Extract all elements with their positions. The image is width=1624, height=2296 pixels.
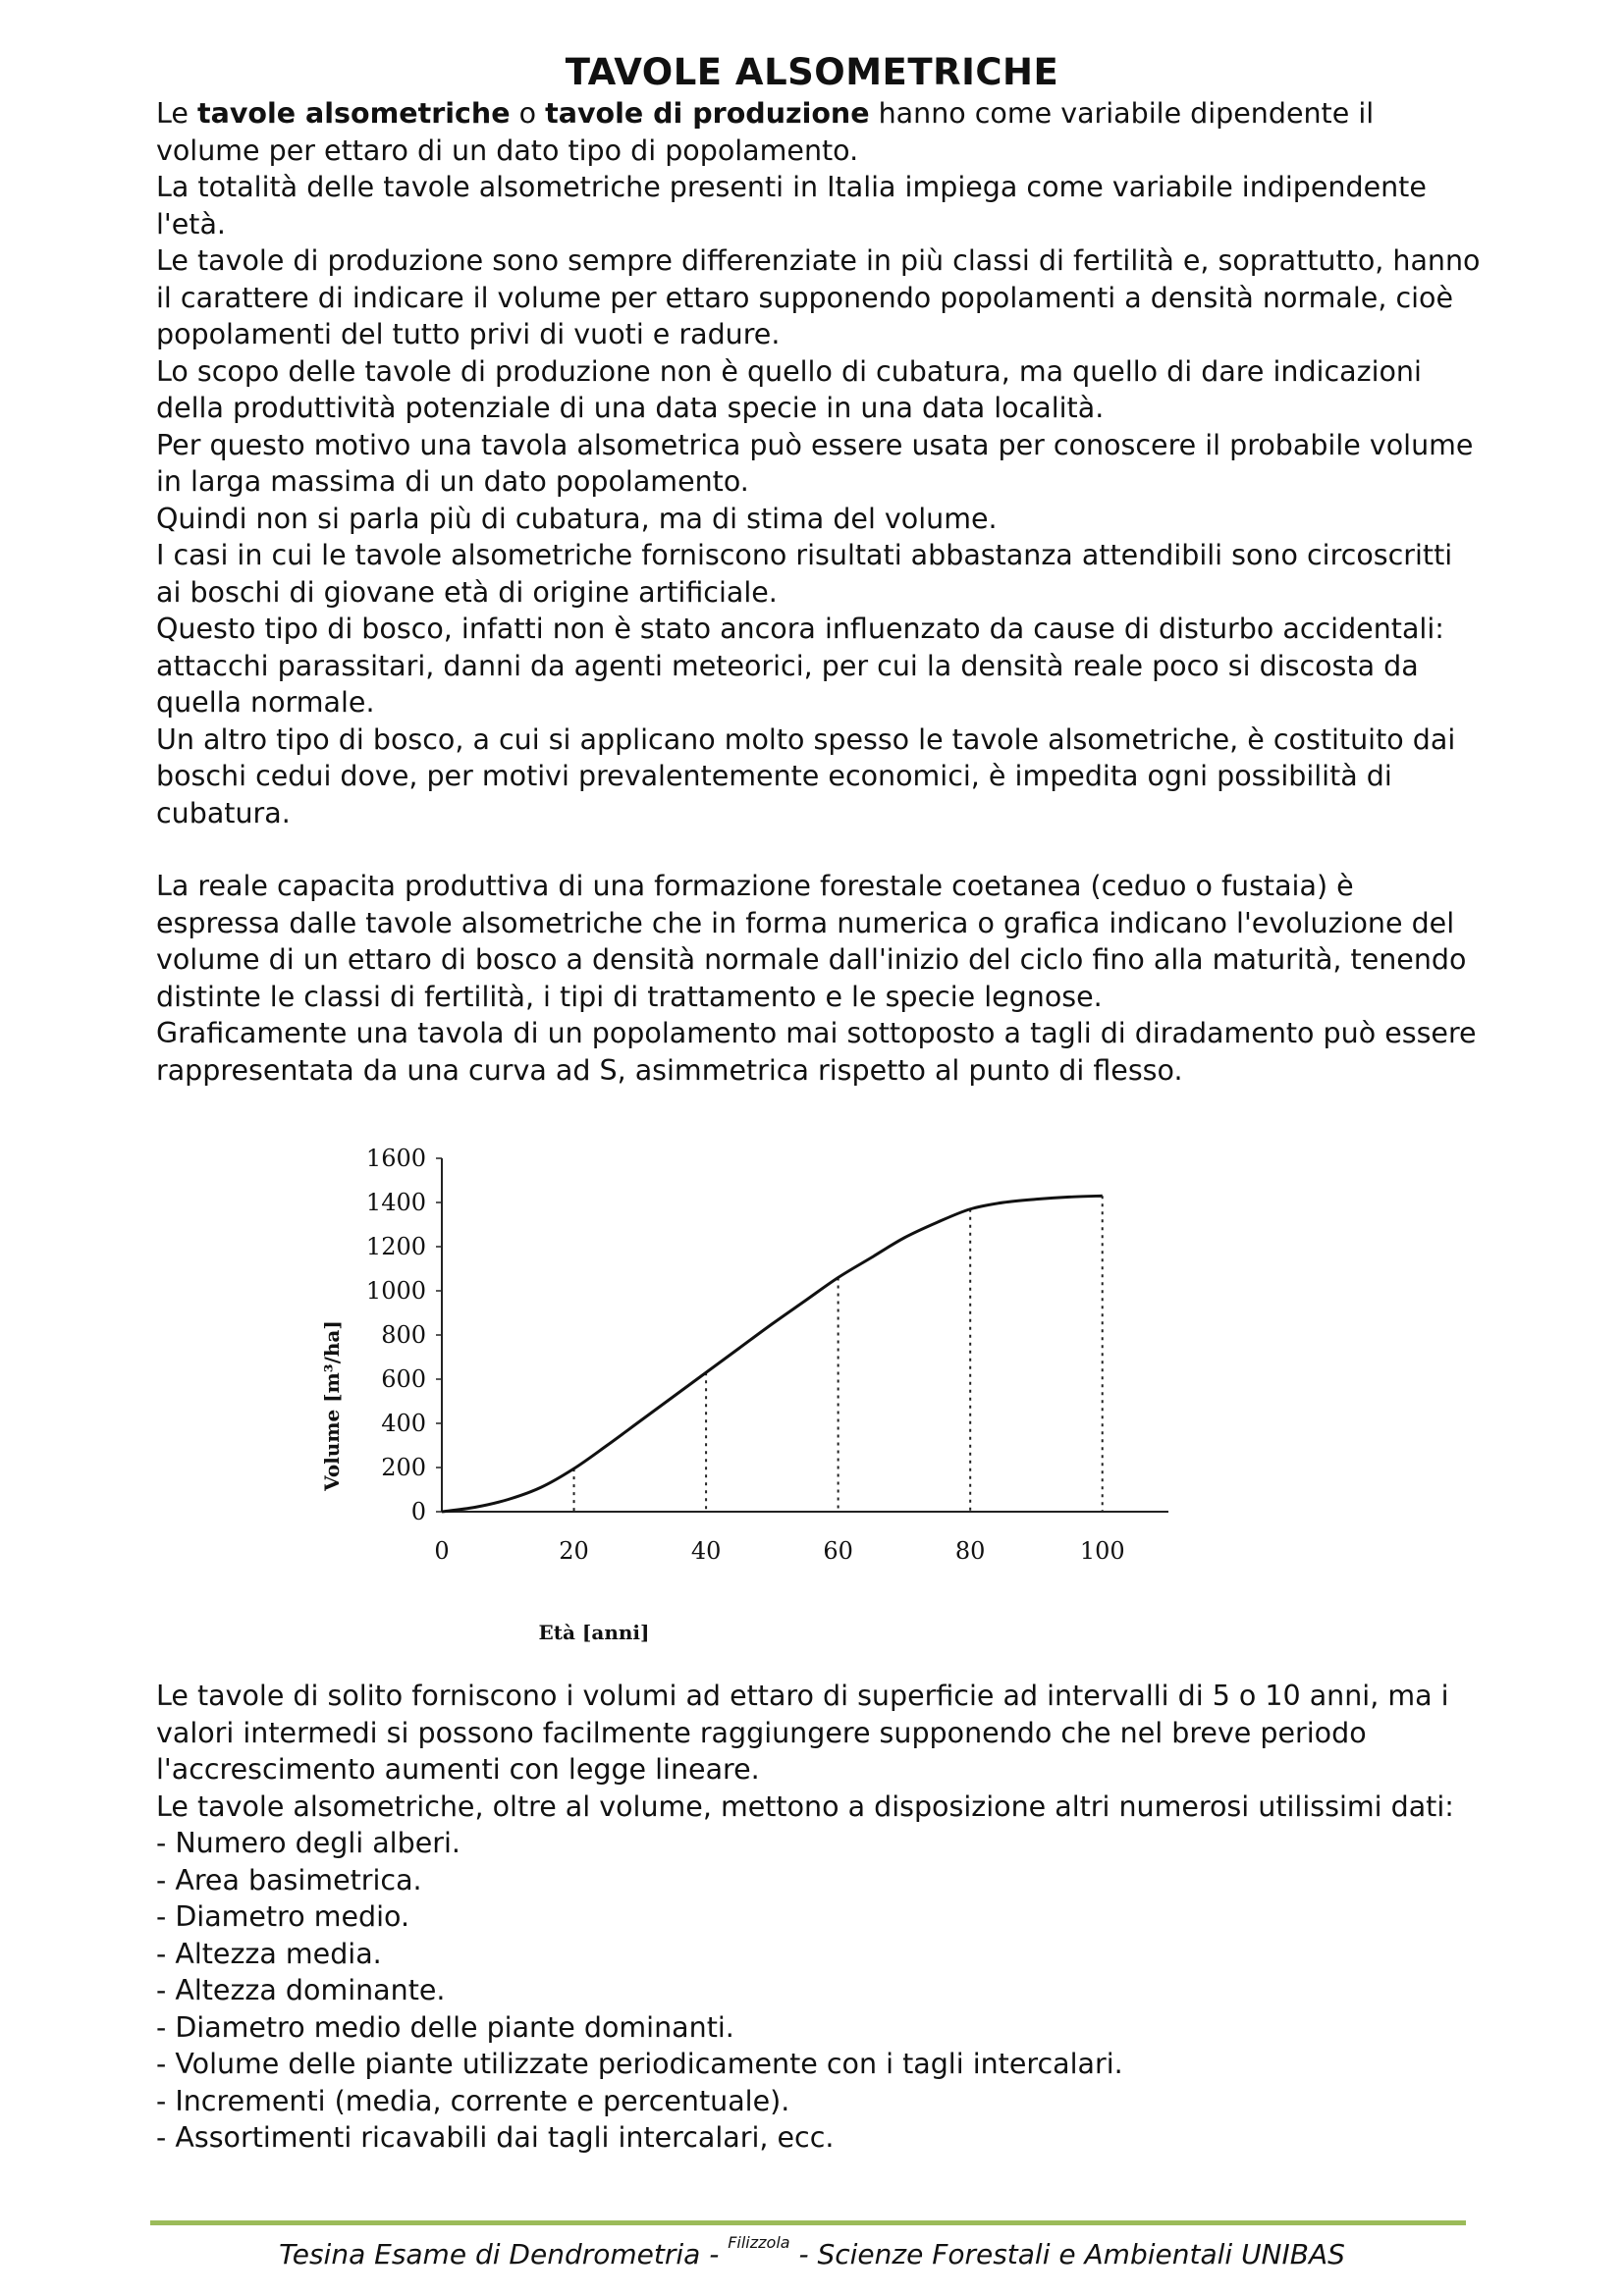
paragraph: La totalità delle tavole alsometriche presenti in Italia impiega come variabile indipendente l'età.: [156, 171, 1427, 240]
x-tick-label: 20: [559, 1537, 589, 1565]
y-tick-label: 1200: [365, 1233, 426, 1260]
y-tick-label: 1600: [365, 1145, 426, 1172]
footer-faculty: - Scienze Forestali e Ambientali UNIBAS: [789, 2238, 1345, 2270]
y-tick-label: 600: [381, 1365, 426, 1393]
paragraph: Lo scopo delle tavole di produzione non è quello di cubatura, ma quello di dare indicazioni della produttività potenziale di una data specie in una data località.: [156, 354, 1422, 424]
volume-curve: [442, 1196, 1103, 1512]
term-tavole-alsometriche: tavole alsometriche: [196, 97, 511, 130]
y-tick-label: 1000: [365, 1277, 426, 1305]
paragraph: Un altro tipo di bosco, a cui si applicano molto spesso le tavole alsometriche, è costituito dai boschi cedui dove, per motivi prevalentemente economici, è impedita ogni possibilità di cubatura.: [156, 722, 1456, 829]
paragraph: Graficamente una tavola di un popolamento mai sottoposto a tagli di diradamento può essere rappresentata da una curva ad S, asimmetrica rispetto al punto di flesso.: [156, 1017, 1477, 1087]
y-axis-label: Volume [m³/ha]: [320, 1320, 344, 1491]
x-tick-label: 100: [1079, 1537, 1125, 1565]
volume-age-chart: [304, 1139, 1188, 1649]
intro-text: Le: [156, 97, 197, 130]
paragraph: Questo tipo di bosco, infatti non è stato ancora influenzato da cause di disturbo accidentali: attacchi parassitari, danni da agenti meteorici, per cui la densità reale poco si discosta da quella normale.: [156, 613, 1444, 719]
list-item: - Area basimetrica.: [156, 1863, 422, 1896]
data-list: [156, 1825, 1482, 2157]
body-section-1: [156, 95, 1482, 831]
paragraph: I casi in cui le tavole alsometriche forniscono risultati abbastanza attendibili sono circoscritti ai boschi di giovane età di origine artificiale.: [156, 539, 1453, 609]
list-item: - Volume delle piante utilizzate periodicamente con i tagli intercalari.: [156, 2048, 1123, 2080]
list-item: - Diametro medio.: [156, 1900, 410, 1933]
footer-author: Filizzola: [728, 2233, 790, 2252]
page-title: TAVOLE ALSOMETRICHE: [565, 51, 1059, 93]
paragraph: Per questo motivo una tavola alsometrica può essere usata per conoscere il probabile volume in larga massima di un dato popolamento.: [156, 428, 1474, 498]
list-item: - Assortimenti ricavabili dai tagli intercalari, ecc.: [156, 2121, 835, 2154]
y-tick-label: 200: [381, 1454, 426, 1481]
paragraph: Le tavole di solito forniscono i volumi ad ettaro di superficie ad intervalli di 5 o 10 anni, ma i valori intermedi si possono facilmente raggiungere supponendo che nel breve periodo l'accrescimento aumenti con legge lineare.: [156, 1680, 1449, 1786]
list-item: - Numero degli alberi.: [156, 1827, 460, 1859]
x-tick-label: 80: [954, 1537, 986, 1565]
term-tavole-di-produzione: tavole di produzione: [545, 97, 870, 130]
footer-rule: [150, 2220, 1466, 2225]
footer-course: Tesina Esame di Dendrometria -: [279, 2238, 729, 2270]
y-tick-label: 0: [410, 1498, 426, 1525]
x-tick-label: 0: [434, 1537, 450, 1565]
list-item: - Diametro medio delle piante dominanti.: [156, 2010, 734, 2044]
paragraph: Le tavole alsometriche, oltre al volume, mettono a disposizione altri numerosi utilissimi dati:: [156, 1789, 1454, 1823]
list-item: - Altezza dominante.: [156, 1974, 446, 2006]
paragraph: Le tavole di produzione sono sempre differenziate in più classi di fertilità e, soprattutto, hanno il carattere di indicare il volume per ettaro supponendo popolamenti a densità normale, cioè popolamenti del tutto privi di vuoti e radure.: [156, 244, 1481, 350]
list-item: - Altezza media.: [156, 1937, 382, 1970]
chart-svg: [304, 1139, 1188, 1649]
x-tick-label: 60: [823, 1537, 853, 1565]
intro-text: hanno come variabile dipendente il volume per ettaro di un dato tipo di popolamento.: [156, 97, 1375, 167]
x-tick-label: 40: [690, 1537, 722, 1565]
page-footer: [0, 2233, 1624, 2270]
x-axis-label: Età [anni]: [538, 1621, 650, 1644]
paragraph: La reale capacita produttiva di una formazione forestale coetanea (ceduo o fustaia) è espressa dalle tavole alsometriche che in forma numerica o grafica indicano l'evoluzione del volume di un ettaro di bosco a densità normale dall'inizio del ciclo fino alla maturità, tenendo distinte le classi di fertilità, i tipi di trattamento e le specie legnose.: [156, 870, 1467, 1013]
intro-paragraph: [156, 95, 1482, 169]
body-section-2: [156, 868, 1482, 1089]
y-tick-label: 800: [381, 1321, 426, 1349]
list-item: - Incrementi (media, corrente e percentuale).: [156, 2084, 790, 2117]
paragraph: Quindi non si parla più di cubatura, ma di stima del volume.: [156, 502, 998, 535]
y-tick-label: 1400: [365, 1189, 426, 1216]
intro-text: o: [510, 97, 546, 130]
y-tick-label: 400: [381, 1410, 426, 1437]
body-section-3: [156, 1678, 1482, 2157]
